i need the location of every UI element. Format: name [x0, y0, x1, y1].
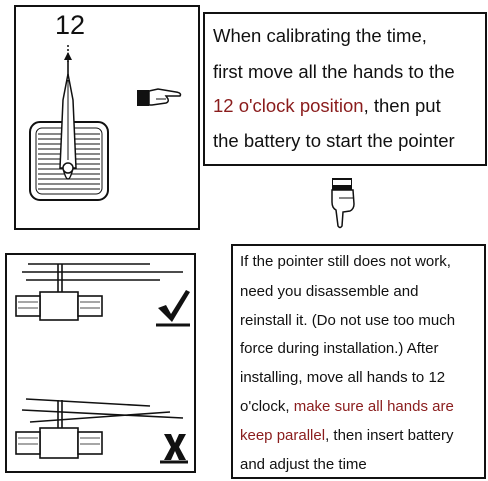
x-icon [160, 432, 190, 464]
calibration-line-2: first move all the hands to the [213, 61, 455, 82]
checkmark-icon [156, 288, 192, 328]
hand-alignment-illustration [0, 0, 200, 480]
calibration-line-3 [213, 95, 441, 117]
troubleshoot-line-8: and adjust the time [240, 456, 367, 473]
calibration-highlight: 12 o'clock position [213, 95, 364, 116]
troubleshoot-line-6-start: o'clock, [240, 398, 294, 415]
twelve-oclock-label: 12 [54, 10, 86, 40]
calibration-line-3-rest: , then put [363, 95, 441, 116]
troubleshoot-line-7-rest: , then insert battery [325, 427, 454, 444]
troubleshoot-line-3: reinstall it. (Do not use too much [240, 312, 456, 329]
troubleshoot-line-1: If the pointer still does not work, [240, 253, 451, 270]
troubleshoot-highlight-2: keep parallel [240, 427, 326, 444]
troubleshoot-line-5: installing, move all hands to 12 [240, 369, 446, 386]
troubleshoot-highlight-1: make sure all hands are [293, 398, 454, 415]
troubleshoot-line-7 [240, 427, 453, 444]
troubleshoot-line-6 [240, 398, 454, 415]
troubleshoot-line-2: need you disassemble and [240, 283, 419, 300]
troubleshoot-line-4: force during installation.) After [240, 340, 439, 357]
pointing-hand-down-icon [326, 176, 366, 228]
calibration-line-1: When calibrating the time, [213, 25, 427, 46]
calibration-line-4: the battery to start the pointer [213, 130, 455, 151]
